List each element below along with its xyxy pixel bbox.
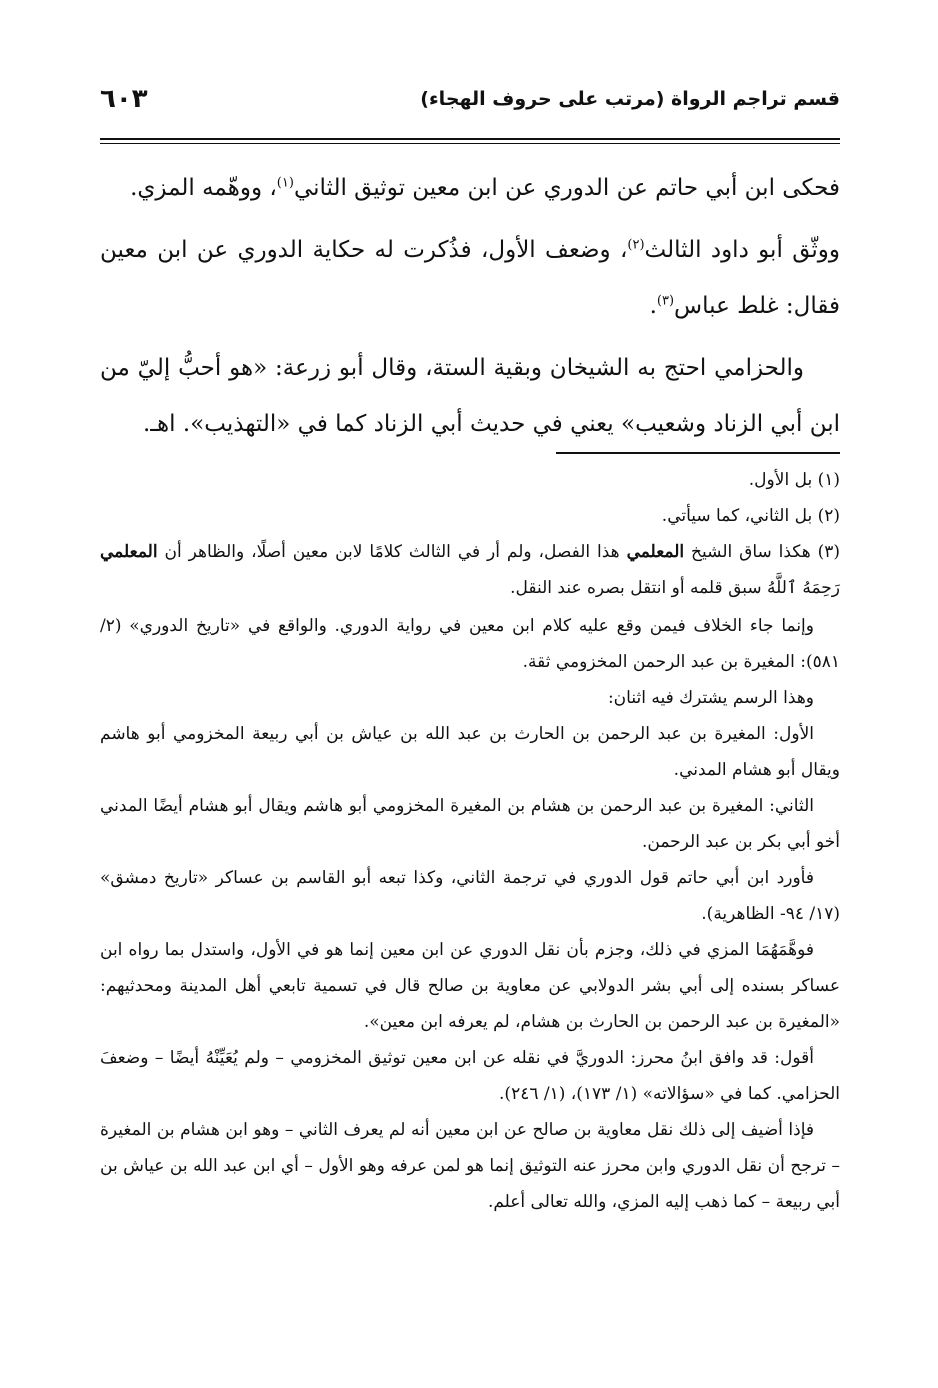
footnote-paragraph-3: الأول: المغيرة بن عبد الرحمن بن الحارث بن عبد الله بن عياش بن أبي ربيعة المخزومي أبو هاشم ويقال أبو هشام المدني. [100,724,840,780]
footnote-3-part-b: هذا الفصل، ولم أر في الثالث كلامًا لابن معين أصلًا، والظاهر أن [164,542,620,562]
author-name: المعلمي [626,542,685,562]
footnotes [100,462,840,1220]
footnote-separator [556,452,840,454]
header-rule-thin [100,143,840,144]
footnote-ref-2: (٢) [627,237,645,253]
footnote-paragraph-8: فإذا أضيف إلى ذلك نقل معاوية بن صالح عن ابن معين أنه لم يعرف الثاني – وهو ابن هشام بن المغيرة – ترجح أن نقل الدوري وابن محرز عنه التوثيق إنما هو لمن عرفه وهو الأول – أي ابن عبد الله بن عياش بن أبي ربيعة – كما ذهب إليه المزي، والله تعالى أعلم. [100,1120,840,1212]
footnote-paragraph-6: فوهَّمَهُمَا المزي في ذلك، وجزم بأن نقل الدوري عن ابن معين إنما هو في الأول، واستدل بما رواه ابن عساكر بسنده إلى أبي بشر الدولابي عن معاوية بن صالح قال في تسمية تابعي أهل المدينة ومحدثيهم: «المغيرة بن عبد الرحمن بن الحارث بن هشام، لم يعرفه ابن معين». [100,940,840,1032]
main-paragraph-1 [100,160,840,216]
footnote-paragraph-1: وإنما جاء الخلاف فيمن وقع عليه كلام ابن معين في رواية الدوري. والواقع في «تاريخ الدوري» (٢/ ٥٨١): المغيرة بن عبد الرحمن المخزومي ثقة. [100,616,840,672]
footnote-3-part-a: (٣) هكذا ساق الشيخ [691,542,840,562]
footnote-paragraph-5: فأورد ابن أبي حاتم قول الدوري في ترجمة الثاني، وكذا تبعه أبو القاسم بن عساكر «تاريخ دمشق» (١٧/ ٩٤- الظاهرية). [100,868,840,924]
main-p2-tail: . [649,293,657,319]
running-title: قسم تراجم الرواة (مرتب على حروف الهجاء) [420,88,840,110]
main-text [100,160,840,458]
author-name-2: المعلمي [100,542,158,562]
footnote-3-part-c: رَحِمَهُ ٱللَّهُ سبق قلمه أو انتقل بصره عند النقل. [510,578,840,598]
header-rule [100,138,840,140]
main-p2-text: ووثّق أبو داود الثالث [644,237,840,263]
footnote-paragraph-4: الثاني: المغيرة بن عبد الرحمن بن هشام بن المغيرة المخزومي أبو هاشم ويقال أبو هشام أيضًا المدني أخو أبي بكر بن عبد الرحمن. [100,796,840,852]
footnote-paragraph-7: أقول: قد وافق ابنُ محرز: الدوريَّ في نقله عن ابن معين توثيق المخزومي – ولم يُعَيِّنْهُ أيضًا – وضعفَ الحزامي. كما في «سؤالاته» (١/ ١٧٣)، (١/ ٢٤٦). [100,1048,840,1104]
main-p1-tail: ، ووهّمه المزي. [130,175,277,201]
footnote-ref-1: (١) [276,175,294,191]
footnote-3 [100,534,840,606]
main-paragraph-3: والحزامي احتج به الشيخان وبقية الستة، وقال أبو زرعة: «هو أحبُّ إليّ من ابن أبي الزناد وشعيب» يعني في حديث أبي الزناد كما في «التهذيب». اهـ. [100,355,840,437]
footnote-ref-3: (٣) [656,293,675,309]
main-p2-mid: ، وضعف الأول، فذُكرت له حكاية الدوري عن ابن معين فقال: غلط عباس [100,237,840,319]
main-paragraph-2 [100,222,840,334]
footnote-paragraph-2: وهذا الرسم يشترك فيه اثنان: [607,688,814,708]
page-number: ٦٠٣ [100,84,148,114]
footnote-2: (٢) بل الثاني، كما سيأتي. [661,506,840,526]
main-p1-text: فحكى ابن أبي حاتم عن الدوري عن ابن معين توثيق الثاني [293,175,840,201]
page-header [100,84,840,124]
footnote-1: (١) بل الأول. [748,470,840,490]
